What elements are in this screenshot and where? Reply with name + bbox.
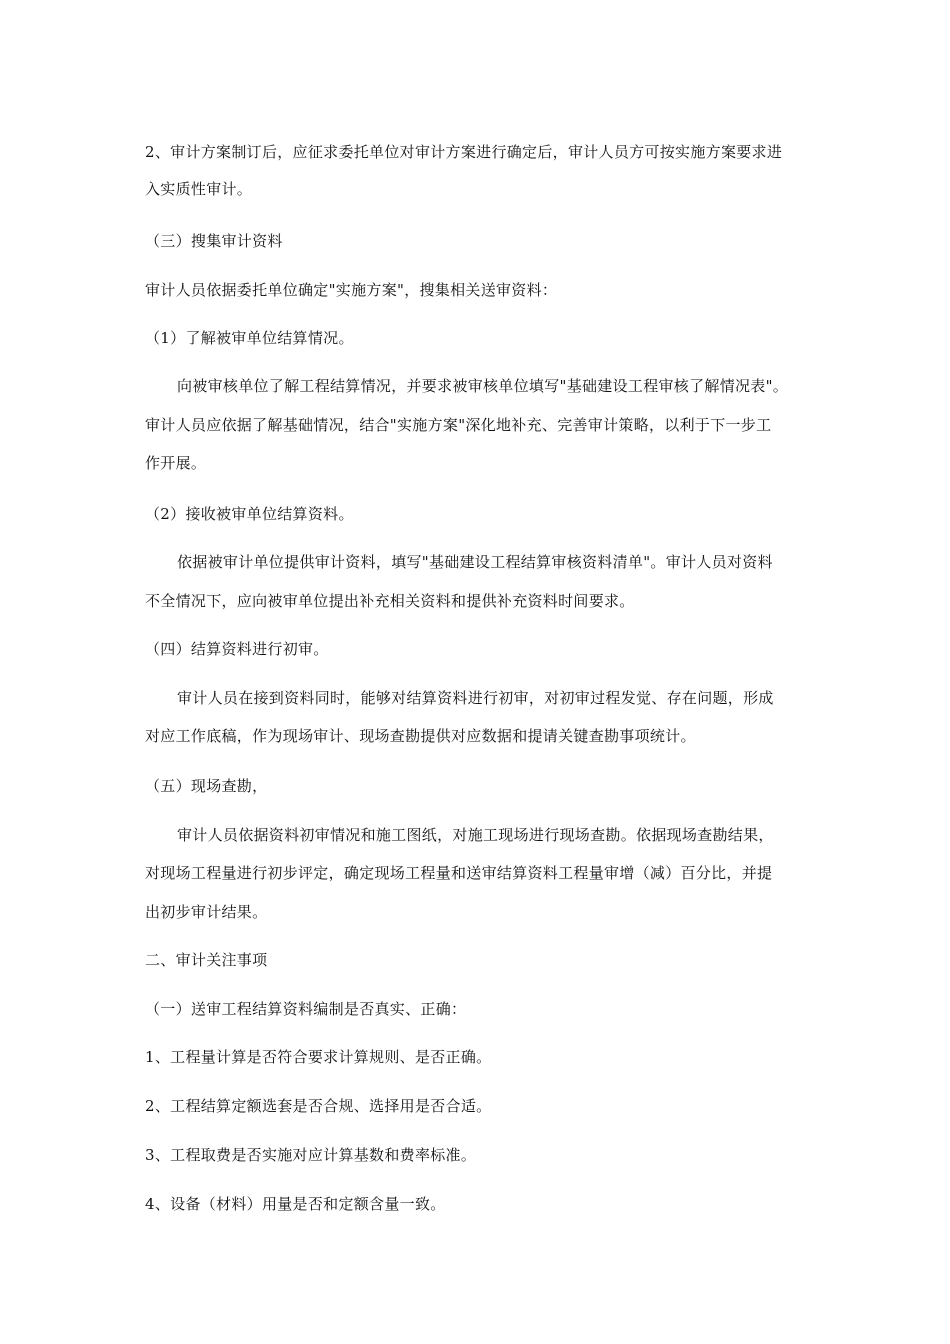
list-item: 2、工程结算定额选套是否合规、选择用是否合适。 bbox=[145, 1097, 492, 1115]
paragraph-line: 对应工作底稿，作为现场审计、现场查勘提供对应数据和提请关键查勘事项统计。 bbox=[145, 727, 696, 745]
paragraph-line: 出初步审计结果。 bbox=[145, 903, 268, 921]
paragraph-line: 2、审计方案制订后，应征求委托单位对审计方案进行确定后，审计人员方可按实施方案要求进 bbox=[145, 143, 783, 161]
paragraph-line: 对现场工程量进行初步评定，确定现场工程量和送审结算资料工程量审增（减）百分比，并提 bbox=[145, 864, 773, 882]
paragraph-line: 向被审核单位了解工程结算情况，并要求被审核单位填写"基础建设工程审核了解情况表"。 bbox=[177, 377, 789, 395]
subsection-heading: （2）接收被审单位结算资料。 bbox=[145, 505, 354, 523]
paragraph-line: 依据被审计单位提供审计资料，填写"基础建设工程结算审核资料清单"。审计人员对资料 bbox=[177, 553, 773, 571]
paragraph-line: 审计人员在接到资料同时，能够对结算资料进行初审，对初审过程发觉、存在问题，形成 bbox=[177, 689, 774, 707]
subsection-heading: （一）送审工程结算资料编制是否真实、正确： bbox=[145, 1000, 467, 1018]
section-heading: 二、审计关注事项 bbox=[145, 951, 268, 969]
subsection-heading: （1）了解被审单位结算情况。 bbox=[145, 329, 354, 347]
section-heading: （三）搜集审计资料 bbox=[145, 232, 283, 250]
paragraph-line: 作开展。 bbox=[145, 454, 207, 472]
list-item: 1、工程量计算是否符合要求计算规则、是否正确。 bbox=[145, 1048, 492, 1066]
paragraph-line: 审计人员依据资料初审情况和施工图纸，对施工现场进行现场查勘。依据现场查勘结果， bbox=[177, 826, 774, 844]
paragraph-line: 入实质性审计。 bbox=[145, 180, 253, 198]
paragraph-line: 不全情况下，应向被审单位提出补充相关资料和提供补充资料时间要求。 bbox=[145, 592, 635, 610]
list-item: 4、设备（材料）用量是否和定额含量一致。 bbox=[145, 1195, 446, 1213]
section-heading: （五）现场查勘， bbox=[145, 777, 268, 795]
paragraph-line: 审计人员应依据了解基础情况，结合"实施方案"深化地补充、完善审计策略，以利于下一步工 bbox=[145, 416, 772, 434]
section-heading: （四）结算资料进行初审。 bbox=[145, 640, 329, 658]
list-item: 3、工程取费是否实施对应计算基数和费率标准。 bbox=[145, 1146, 477, 1164]
paragraph-line: 审计人员依据委托单位确定"实施方案"，搜集相关送审资料： bbox=[145, 281, 558, 299]
